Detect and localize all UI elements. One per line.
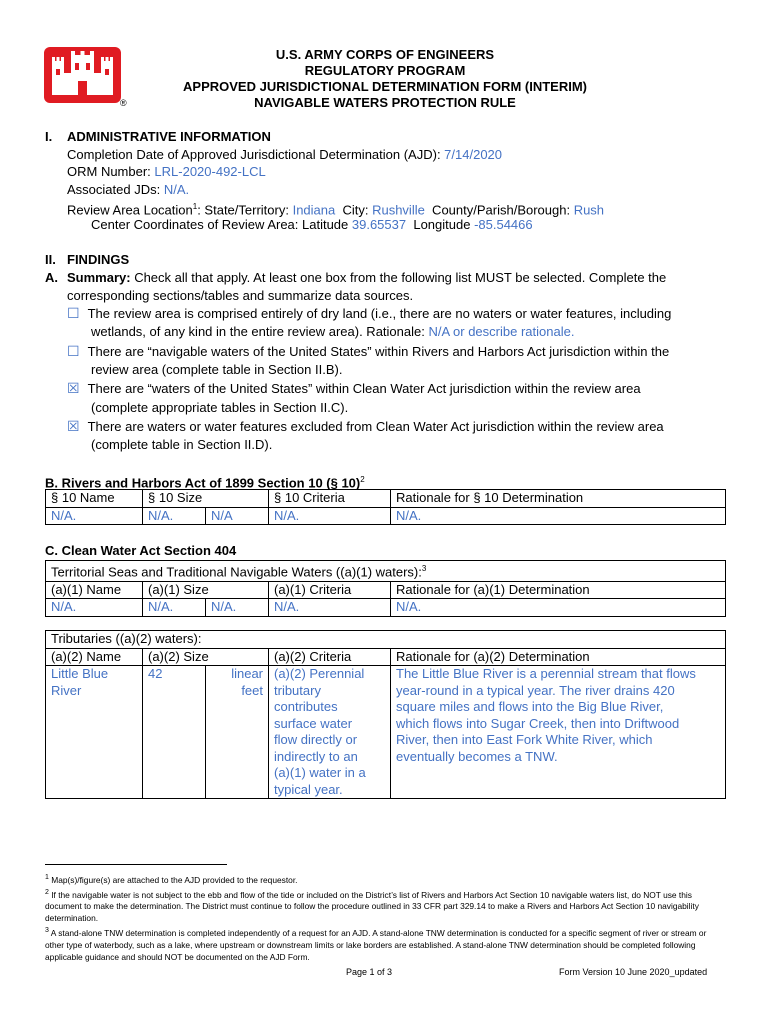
- col-header: Rationale for § 10 Determination: [391, 490, 726, 508]
- cell-criteria[interactable]: N/A.: [269, 599, 391, 617]
- checkbox-text: There are waters or water features excluded from Clean Water Act jurisdiction within the review area: [87, 419, 664, 434]
- checkbox-checked[interactable]: ☒: [67, 418, 80, 434]
- county-value[interactable]: Rush: [573, 202, 605, 218]
- checkbox-item-excluded: [67, 418, 664, 435]
- cell-name[interactable]: [46, 666, 143, 799]
- completion-date-value[interactable]: 7/14/2020: [444, 147, 503, 162]
- table-row: [46, 666, 726, 799]
- form-version: Form Version 10 June 2020_updated: [559, 967, 708, 977]
- checkbox-text: wetlands, of any kind in the entire review area). Rationale:: [91, 324, 429, 339]
- associated-jds-label: Associated JDs:: [67, 182, 164, 197]
- checkbox-text: There are “navigable waters of the United States” within Rivers and Harbors Act jurisdiction within the: [87, 344, 670, 359]
- cell-line: indirectly to an: [274, 748, 358, 764]
- col-header: (a)(2) Name: [46, 648, 143, 666]
- table-caption: [46, 561, 726, 582]
- section-i-heading: [45, 128, 271, 145]
- cell-line: contributes: [274, 699, 338, 714]
- coordinates-line: [91, 216, 533, 233]
- cell-line: River, then into East Fork White River, which: [396, 732, 653, 747]
- header-line-agency: U.S. ARMY CORPS OF ENGINEERS: [275, 47, 495, 62]
- state-value[interactable]: Indiana: [292, 202, 336, 218]
- col-header: § 10 Criteria: [269, 490, 391, 508]
- a1-caption-text: Territorial Seas and Traditional Navigable Waters ((a)(1) waters):: [51, 564, 422, 580]
- cell-line: (a)(2) Perennial: [274, 666, 365, 681]
- cell-name[interactable]: N/A.: [46, 507, 143, 525]
- footnote-ref-3: 3: [421, 564, 427, 573]
- table-row: [46, 599, 726, 617]
- cell-criteria[interactable]: [269, 666, 391, 799]
- associated-jds-value[interactable]: N/A.: [163, 182, 190, 197]
- usace-castle-logo: [44, 47, 121, 103]
- cell-line: Little Blue: [51, 666, 109, 681]
- footnote-text: A stand-alone TNW determination is completed independently of a request for an AJD. A stand-alone TNW determination is conducted for a specific segment of river or stream or other type of waterbody, such as a lake, where upstream or downstream limits or lake borders are established. A stand-alone TNW determination should be completed following applicable guidance and should NOT be documented on the AJD Form.: [45, 928, 707, 962]
- cell-line: which flows into Sugar Creek, then into Driftwood: [396, 715, 680, 731]
- header-line-program: REGULATORY PROGRAM: [304, 63, 466, 78]
- cell-line: River: [51, 682, 82, 698]
- checkbox-item-dry-land: [67, 305, 671, 322]
- footnote-ref-2: 2: [360, 475, 365, 484]
- col-header: (a)(2) Criteria: [269, 648, 391, 666]
- summary-text-cont: corresponding sections/tables and summarize data sources.: [67, 288, 414, 303]
- section-b-title: B. Rivers and Harbors Act of 1899 Section 10 (§ 10): [45, 475, 361, 491]
- cell-rationale[interactable]: N/A.: [391, 507, 726, 525]
- cell-unit[interactable]: [206, 666, 269, 799]
- cell-line: The Little Blue River is a perennial stream that flows: [396, 666, 696, 681]
- cell-rationale[interactable]: N/A.: [391, 599, 726, 617]
- footnote-2: $^2$ If the navigable water is not subject to the ebb and flow of the tide or included on the District’s list of Rivers and Harbors Act Section 10 navigable waters list, do NOT use this document to make the determination. The District must continue to follow the procedure outlined in 33 CFR part 329.14 to make a Rivers and Harbors Act Section 10 navigability determination.: [45, 888, 699, 924]
- col-header: (a)(1) Size: [143, 581, 269, 599]
- section-title: FINDINGS: [67, 252, 130, 267]
- summary-line: [45, 269, 667, 286]
- page-number: Page 1 of 3: [346, 967, 393, 977]
- col-header: Rationale for (a)(1) Determination: [391, 581, 726, 599]
- section-c-heading: C. Clean Water Act Section 404: [45, 543, 237, 558]
- footnote-text: If the navigable water is not subject to the ebb and flow of the tide or included on the District’s list of Rivers and Harbors Act Section 10 navigable waters list, do NOT use this document to make the determination. The District must continue to follow the procedure outlined in 33 CFR part 329.14 to make a Rivers and Harbors Act Section 10 navigability determination.: [45, 889, 699, 924]
- cell-name[interactable]: N/A.: [46, 599, 143, 617]
- cell-unit[interactable]: N/A: [206, 507, 269, 525]
- cell-unit[interactable]: N/A.: [206, 599, 269, 617]
- cell-line: (a)(1) water in a: [274, 765, 366, 780]
- checkbox-text-cont: (complete appropriate tables in Section II.C).: [91, 400, 349, 415]
- cell-size[interactable]: N/A.: [143, 507, 206, 525]
- col-header: (a)(1) Name: [46, 581, 143, 599]
- registered-mark: ®: [120, 98, 127, 108]
- longitude-value[interactable]: -85.54466: [474, 217, 533, 232]
- subsection-label: A.: [45, 270, 58, 285]
- checkbox-unchecked[interactable]: ☐: [67, 305, 80, 321]
- review-area-label: Review Area Location: [67, 202, 193, 218]
- footnote-3: $^3$ A stand-alone TNW determination is completed independently of a request for an AJD. A stand-alone TNW determination is conducted for a specific segment of river or stream or other type of waterbody, such as a lake, where upstream or downstream limits or lake borders are established. A stand-alone TNW determination should be completed following applicable guidance and should NOT be documented on the AJD Form.: [45, 927, 707, 962]
- rationale-field[interactable]: N/A or describe rationale.: [428, 324, 575, 339]
- cell-size[interactable]: N/A.: [143, 599, 206, 617]
- county-label: County/Parish/Borough:: [424, 202, 574, 218]
- cell-line: year-round in a typical year. The river drains 420: [396, 682, 675, 698]
- city-value[interactable]: Rushville: [372, 202, 425, 218]
- checkbox-text-cont: (complete table in Section II.D).: [91, 437, 273, 452]
- col-header: § 10 Name: [46, 490, 143, 508]
- latitude-label: Center Coordinates of Review Area: Latitude: [91, 217, 352, 232]
- cell-criteria[interactable]: N/A.: [269, 507, 391, 525]
- summary-label: Summary:: [67, 270, 131, 285]
- footnote-ref-1: 1: [192, 202, 198, 211]
- checkbox-item-navigable: [67, 343, 669, 360]
- section-number: I.: [45, 129, 53, 144]
- cell-line: square miles and flows into the Big Blue River,: [396, 699, 664, 714]
- table-header-row: [46, 581, 726, 599]
- orm-number-line: [67, 163, 266, 180]
- table-caption: Tributaries ((a)(2) waters):: [46, 631, 726, 649]
- orm-number-value[interactable]: LRL-2020-492-LCL: [154, 164, 266, 179]
- table-row: [46, 507, 726, 525]
- header-line-rule: NAVIGABLE WATERS PROTECTION RULE: [254, 95, 516, 110]
- latitude-value[interactable]: 39.65537: [351, 217, 407, 232]
- orm-number-label: ORM Number:: [67, 164, 155, 179]
- footnote-divider: [45, 864, 227, 865]
- header-line-form: APPROVED JURISDICTIONAL DETERMINATION FORM (INTERIM): [183, 79, 587, 94]
- footnote-1: $^1$ Map(s)/figure(s) are attached to the AJD provided to the requestor.: [45, 874, 298, 885]
- checkbox-text-cont: review area (complete table in Section II.B).: [91, 362, 343, 377]
- completion-date-line: [67, 146, 502, 163]
- col-header: (a)(2) Size: [143, 648, 269, 666]
- cell-line: surface water: [274, 715, 353, 731]
- section-title: ADMINISTRATIVE INFORMATION: [67, 129, 271, 144]
- cell-rationale[interactable]: [391, 666, 726, 799]
- longitude-label: Longitude: [406, 217, 475, 232]
- summary-text: Check all that apply. At least one box from the following list MUST be selected. Complete the: [130, 270, 667, 285]
- section-10-table: [45, 489, 726, 525]
- checkbox-unchecked[interactable]: ☐: [67, 343, 80, 359]
- cell-line: feet: [241, 682, 263, 698]
- city-label: City:: [335, 202, 373, 218]
- footnote-text: Map(s)/figure(s) are attached to the AJD provided to the requestor.: [51, 874, 298, 885]
- table-header-row: [46, 490, 726, 508]
- a1-waters-table: [45, 560, 726, 617]
- cell-line: linear: [231, 666, 263, 681]
- cell-line: flow directly or: [274, 732, 358, 747]
- table-caption-row: [46, 561, 726, 582]
- completion-date-label: Completion Date of Approved Jurisdictional Determination (AJD):: [67, 147, 445, 162]
- checkbox-item-cwa: [67, 380, 641, 397]
- state-label: : State/Territory:: [197, 202, 293, 218]
- checkbox-checked[interactable]: ☒: [67, 380, 80, 396]
- cell-line: typical year.: [274, 781, 343, 797]
- associated-jds-line: [67, 181, 189, 198]
- cell-line: tributary: [274, 682, 321, 698]
- checkbox-text: The review area is comprised entirely of dry land (i.e., there are no waters or water features, including: [87, 306, 672, 321]
- col-header: (a)(1) Criteria: [269, 581, 391, 599]
- table-header-row: [46, 648, 726, 666]
- checkbox-text: There are “waters of the United States” within Clean Water Act jurisdiction within the review area: [87, 381, 641, 396]
- checkbox-item-dry-land-cont: [91, 323, 574, 340]
- footnotes: [45, 872, 715, 964]
- form-header: [150, 47, 620, 111]
- col-header: Rationale for (a)(2) Determination: [391, 648, 726, 666]
- cell-line: eventually becomes a TNW.: [396, 748, 558, 764]
- section-number: II.: [45, 252, 56, 267]
- a2-waters-table: [45, 630, 726, 799]
- section-ii-heading: [45, 251, 130, 268]
- cell-size[interactable]: 42: [143, 666, 206, 799]
- col-header: § 10 Size: [143, 490, 269, 508]
- table-caption-row: [46, 631, 726, 649]
